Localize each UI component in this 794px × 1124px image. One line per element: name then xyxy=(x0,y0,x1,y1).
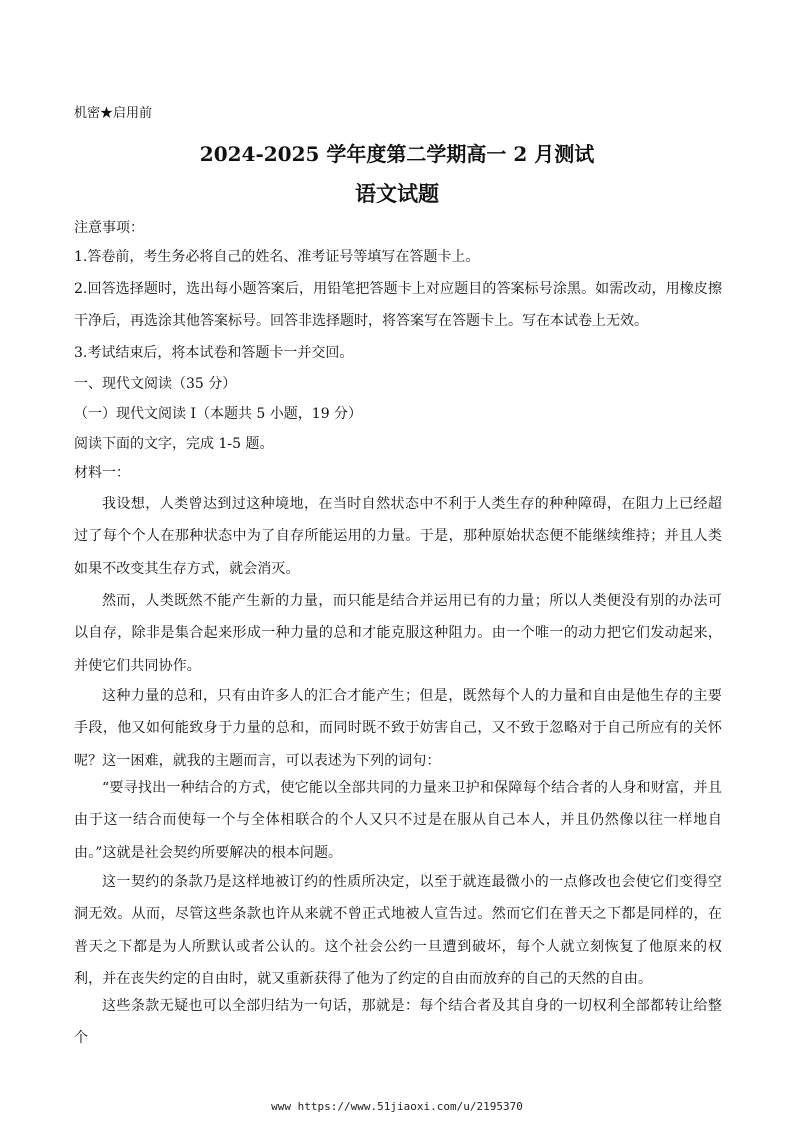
paragraph-1: 我设想，人类曾达到过这种境地，在当时自然状态中不利于人类生存的种种障碍，在阻力上已经超过了每个个人在那种状态中为了自存所能运用的力量。于是，那种原始状态便不能继续维持；并且人类如果不改变其生存方式，就会消灭。 xyxy=(74,496,722,577)
material-label: 材料一： xyxy=(74,465,130,481)
footer-url: www https://www.51jiaoxi.com/u/2195370 xyxy=(271,1100,523,1113)
exam-subject: 语文试题 xyxy=(355,181,439,206)
paragraph-5: 这一契约的条款乃是这样地被订约的性质所决定，以至于就连最微小的一点修改也会使它们变得空洞无效。从而，尽管这些条款也许从来就不曾正式地被人宣告过。然而它们在普天之下都是同样的，在普天之下都是为人所默认或者公认的。这个社会公约一旦遭到破坏，每个人就立刻恢复了他原来的权利，并在丧失约定的自由时，就又重新获得了他为了约定的自由而放弃的自己的天然的自由。 xyxy=(74,874,722,988)
reading-instruction: 阅读下面的文字，完成 1-5 题。 xyxy=(74,436,274,452)
subsection-heading: （一）现代文阅读 I（本题共 5 小题，19 分） xyxy=(74,406,363,422)
confidential-mark: 机密★启用前 xyxy=(74,106,153,121)
notice-item-1: 1.答卷前，考生务必将自己的姓名、准考证号等填写在答题卡上。 xyxy=(74,249,480,265)
notice-item-3: 3.考试结束后，将本试卷和答题卡一并交回。 xyxy=(74,345,354,361)
paragraph-3: 这种力量的总和，只有由许多人的汇合才能产生；但是，既然每个人的力量和自由是他生存的主要手段，他又如何能致身于力量的总和，而同时既不致于妨害自己，又不致于忽略对于自己所应有的关怀呢？这一困难，就我的主题而言，可以表述为下列的词句： xyxy=(74,688,722,769)
notice-item-2: 2.回答选择题时，选出每小题答案后，用铅笔把答题卡上对应题目的答案标号涂黑。如需改动，用橡皮擦干净后，再选涂其他答案标号。回答非选择题时，将答案写在答题卡上。写在本试卷上无效。 xyxy=(74,281,722,329)
section-heading: 一、现代文阅读（35 分） xyxy=(74,376,237,392)
notice-heading: 注意事项： xyxy=(74,220,144,236)
paragraph-6: 这些条款无疑也可以全部归结为一句话，那就是：每个结合者及其自身的一切权利全部都转让给整个 xyxy=(74,998,722,1047)
paragraph-2: 然而，人类既然不能产生新的力量，而只能是结合并运用已有的力量；所以人类便没有别的办法可以自存，除非是集合起来形成一种力量的总和才能克服这种阻力。由一个唯一的动力把它们发动起来，并使它们共同协作。 xyxy=(74,593,722,674)
paragraph-4: “要寻找出一种结合的方式，使它能以全部共同的力量来卫护和保障每个结合者的人身和财富，并且由于这一结合而使每一个与全体相联合的个人又只不过是在服从自己本人，并且仍然像以往一样地自由。”这就是社会契约所要解决的根本问题。 xyxy=(74,780,722,861)
exam-title: 2024-2025 学年度第二学期高一 2 月测试 xyxy=(199,142,595,166)
